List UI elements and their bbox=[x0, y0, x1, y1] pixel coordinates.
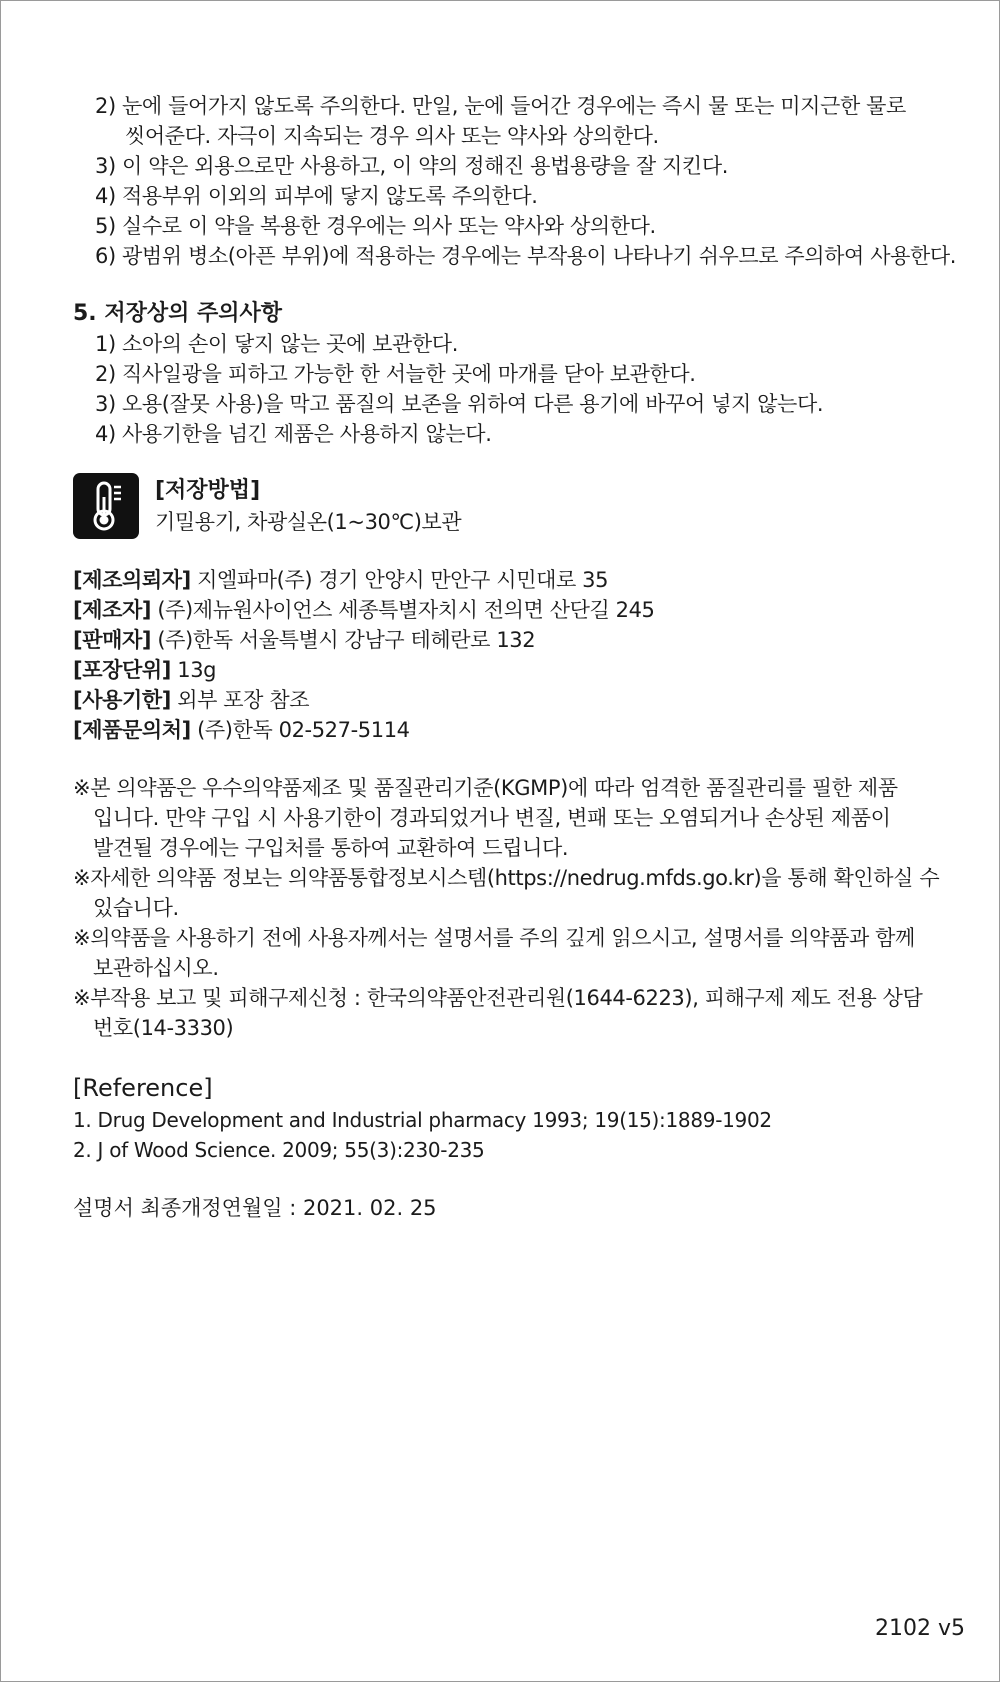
version-code: 2102 v5 bbox=[875, 1616, 965, 1641]
storage-item: 3) 오용(잘못 사용)을 막고 품질의 보존을 위하여 다른 용기에 바꾸어 넣지 않는다. bbox=[95, 392, 824, 416]
leaflet-content bbox=[73, 91, 957, 1223]
info-row-manufacture-requester bbox=[73, 565, 933, 595]
note-line: 번호(14-3330) bbox=[93, 1016, 234, 1040]
precaution-item: 6) 광범위 병소(아픈 부위)에 적용하는 경우에는 부작용이 나타나기 쉬우므로 주의하여 사용한다. bbox=[95, 244, 957, 268]
note-line: ※자세한 의약품 정보는 의약품통합정보시스템(https://nedrug.mfds.go.kr)을 통해 확인하실 수 bbox=[73, 866, 940, 890]
storage-method-title: [저장방법] bbox=[155, 478, 261, 503]
info-value: (주)한독 서울특별시 강남구 테헤란로 132 bbox=[151, 628, 536, 652]
storage-method-box bbox=[73, 473, 933, 539]
note-line: 보관하십시오. bbox=[93, 956, 219, 980]
info-row-manufacturer bbox=[73, 595, 933, 625]
reference-item: 2. J of Wood Science. 2009; 55(3):230-235 bbox=[73, 1138, 485, 1162]
info-row-package-unit bbox=[73, 655, 933, 685]
note-line: 입니다. 만약 구입 시 사용기한이 경과되었거나 변질, 변패 또는 오염되거나 손상된 제품이 bbox=[93, 806, 891, 830]
product-info bbox=[73, 565, 933, 745]
info-label: [사용기한] bbox=[73, 688, 171, 712]
info-value: 지엘파마(주) 경기 안양시 만안구 시민대로 35 bbox=[190, 568, 609, 592]
info-label: [제품문의처] bbox=[73, 718, 191, 742]
info-label: [제조의뢰자] bbox=[73, 568, 191, 592]
info-value: (주)제뉴원사이언스 세종특별자치시 전의면 산단길 245 bbox=[151, 598, 655, 622]
storage-method-text-block bbox=[155, 473, 461, 537]
precaution-item: 4) 적용부위 이외의 피부에 닿지 않도록 주의한다. bbox=[95, 184, 538, 208]
info-label: [포장단위] bbox=[73, 658, 171, 682]
info-label: [판매자] bbox=[73, 628, 152, 652]
note-line: ※의약품을 사용하기 전에 사용자께서는 설명서를 주의 깊게 읽으시고, 설명서를 의약품과 함께 bbox=[73, 926, 915, 950]
reference-title: [Reference] bbox=[73, 1074, 213, 1102]
reference-item: 1. Drug Development and Industrial pharmacy 1993; 19(15):1889-1902 bbox=[73, 1108, 772, 1132]
storage-item: 1) 소아의 손이 닿지 않는 곳에 보관한다. bbox=[95, 332, 458, 356]
note-line: 있습니다. bbox=[93, 896, 179, 920]
info-value: (주)한독 02-527-5114 bbox=[190, 718, 410, 742]
info-value: 13g bbox=[170, 658, 217, 682]
note-line: ※부작용 보고 및 피해구제신청 : 한국의약품안전관리원(1644-6223), 피해구제 제도 전용 상담 bbox=[73, 986, 923, 1010]
info-row-seller bbox=[73, 625, 933, 655]
precautions-list bbox=[73, 91, 957, 271]
precaution-item: 2) 눈에 들어가지 않도록 주의한다. 만일, 눈에 들어간 경우에는 즉시 물 또는 미지근한 물로 bbox=[95, 94, 906, 118]
storage-item: 4) 사용기한을 넘긴 제품은 사용하지 않는다. bbox=[95, 422, 492, 446]
storage-precautions-list bbox=[73, 329, 933, 449]
info-label: [제조자] bbox=[73, 598, 152, 622]
info-row-expiry bbox=[73, 685, 933, 715]
thermometer-icon bbox=[73, 473, 139, 539]
precaution-item: 3) 이 약은 외용으로만 사용하고, 이 약의 정해진 용법용량을 잘 지킨다. bbox=[95, 154, 728, 178]
precaution-item-continued: 씻어준다. 자극이 지속되는 경우 의사 또는 약사와 상의한다. bbox=[125, 124, 659, 148]
storage-item: 2) 직사일광을 피하고 가능한 한 서늘한 곳에 마개를 닫아 보관한다. bbox=[95, 362, 696, 386]
info-row-contact bbox=[73, 715, 933, 745]
note-line: ※본 의약품은 우수의약품제조 및 품질관리기준(KGMP)에 따라 엄격한 품질관리를 필한 제품 bbox=[73, 776, 898, 800]
info-value: 외부 포장 참조 bbox=[170, 688, 310, 712]
revised-date: 설명서 최종개정연월일 : 2021. 02. 25 bbox=[73, 1196, 437, 1220]
notes-block bbox=[73, 773, 940, 1043]
note-line: 발견될 경우에는 구입처를 통하여 교환하여 드립니다. bbox=[93, 836, 569, 860]
storage-method-text: 기밀용기, 차광실온(1~30℃)보관 bbox=[155, 510, 462, 534]
precaution-item: 5) 실수로 이 약을 복용한 경우에는 의사 또는 약사와 상의한다. bbox=[95, 214, 656, 238]
storage-section-title: 5. 저장상의 주의사항 bbox=[73, 301, 282, 326]
